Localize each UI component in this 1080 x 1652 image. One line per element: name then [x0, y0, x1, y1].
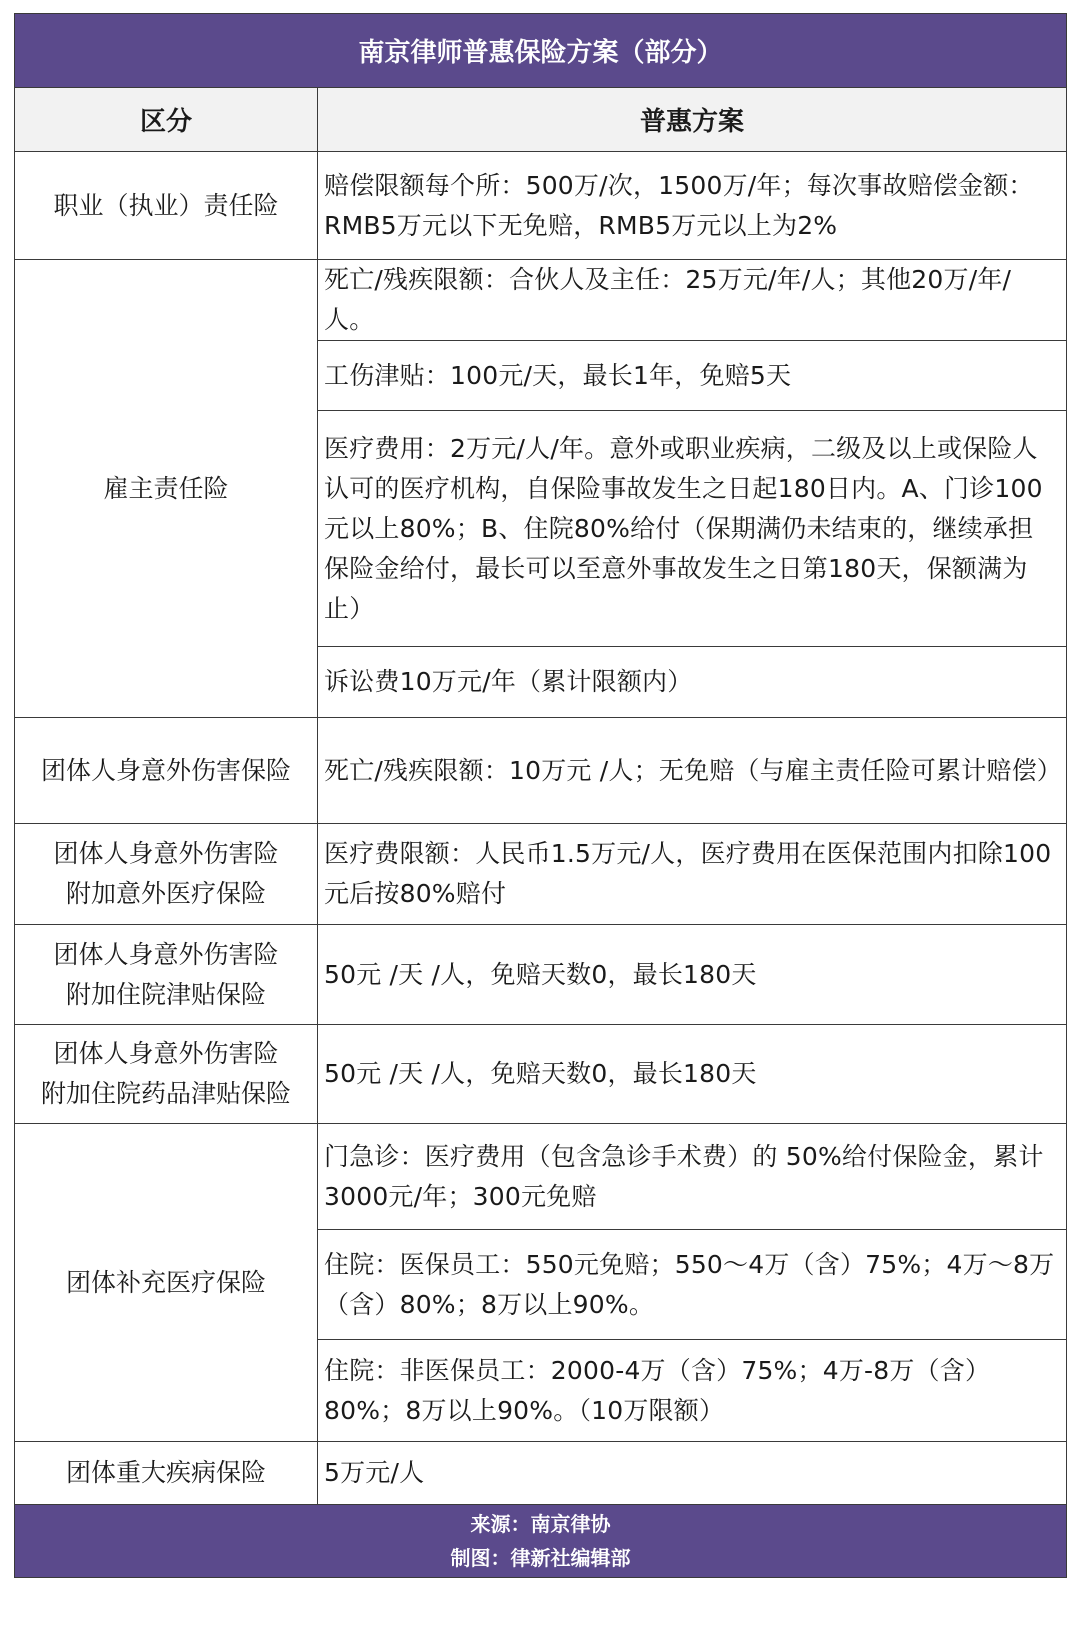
table-title: 南京律师普惠保险方案（部分） [15, 14, 1067, 88]
title-row [15, 14, 1067, 88]
table-row [15, 1124, 1067, 1230]
plan-cell: 死亡/残疾限额：10万元 /人；无免赔（与雇主责任险可累计赔偿） [318, 718, 1067, 824]
category-cell: 团体人身意外伤害保险 [15, 718, 318, 824]
category-line: 团体人身意外伤害险 [53, 939, 279, 969]
footer [15, 1505, 1067, 1578]
category-line: 附加意外医疗保险 [65, 879, 266, 908]
category-line: 附加住院药品津贴保险 [40, 1079, 291, 1108]
table-row [15, 260, 1067, 341]
category-cell [15, 925, 318, 1025]
category-cell [15, 824, 318, 925]
header-row [15, 88, 1067, 152]
table-row [15, 1025, 1067, 1124]
category-line: 团体人身意外伤害险 [53, 1039, 279, 1068]
plan-cell: 赔偿限额每个所：500万/次，1500万/年；每次事故赔偿金额：RMB5万元以下无免赔，RMB5万元以上为2% [318, 152, 1067, 260]
plan-cell: 医疗费限额：人民币1.5万元/人，医疗费用在医保范围内扣除100元后按80%赔付 [318, 824, 1067, 925]
plan-cell: 50元 /天 /人，免赔天数0，最长180天 [318, 925, 1067, 1025]
category-cell [15, 1025, 318, 1124]
footer-credit: 制图：律新社编辑部 [450, 1546, 631, 1570]
plan-cell: 死亡/残疾限额：合伙人及主任：25万元/年/人；其他20万/年/人。 [318, 260, 1067, 341]
table-row [15, 152, 1067, 260]
category-cell: 雇主责任险 [15, 260, 318, 718]
plan-cell: 门急诊：医疗费用（包含急诊手术费）的 50%给付保险金，累计3000元/年；300元免赔 [318, 1124, 1067, 1230]
plan-cell: 住院：医保员工：550元免赔；550～4万（含）75%；4万～8万（含）80%；8万以上90%。 [318, 1230, 1067, 1340]
table-row [15, 824, 1067, 925]
category-line: 附加住院津贴保险 [65, 979, 266, 1009]
category-cell: 团体补充医疗保险 [15, 1124, 318, 1442]
table-row [15, 1442, 1067, 1505]
column-header-plan: 普惠方案 [318, 88, 1067, 152]
column-header-category: 区分 [15, 88, 318, 152]
plan-cell: 50元 /天 /人，免赔天数0，最长180天 [318, 1025, 1067, 1124]
table-row [15, 925, 1067, 1025]
plan-cell: 医疗费用：2万元/人/年。意外或职业疾病，二级及以上或保险人认可的医疗机构，自保险事故发生之日起180日内。A、门诊100元以上80%；B、住院80%给付（保期满仍未结束的，继续承担保险金给付，最长可以至意外事故发生之日第180天，保额满为止） [318, 411, 1067, 647]
insurance-table [14, 13, 1067, 1578]
footer-row [15, 1505, 1067, 1578]
plan-cell: 5万元/人 [318, 1442, 1067, 1505]
plan-cell: 诉讼费10万元/年（累计限额内） [318, 647, 1067, 718]
table-row [15, 718, 1067, 824]
category-line: 团体人身意外伤害险 [53, 839, 279, 868]
category-cell: 职业（执业）责任险 [15, 152, 318, 260]
footer-source: 来源：南京律协 [470, 1512, 611, 1536]
plan-cell: 住院：非医保员工：2000-4万（含）75%；4万-8万（含）80%；8万以上90%。（10万限额） [318, 1340, 1067, 1442]
plan-cell: 工伤津贴：100元/天，最长1年，免赔5天 [318, 341, 1067, 411]
category-cell: 团体重大疾病保险 [15, 1442, 318, 1505]
